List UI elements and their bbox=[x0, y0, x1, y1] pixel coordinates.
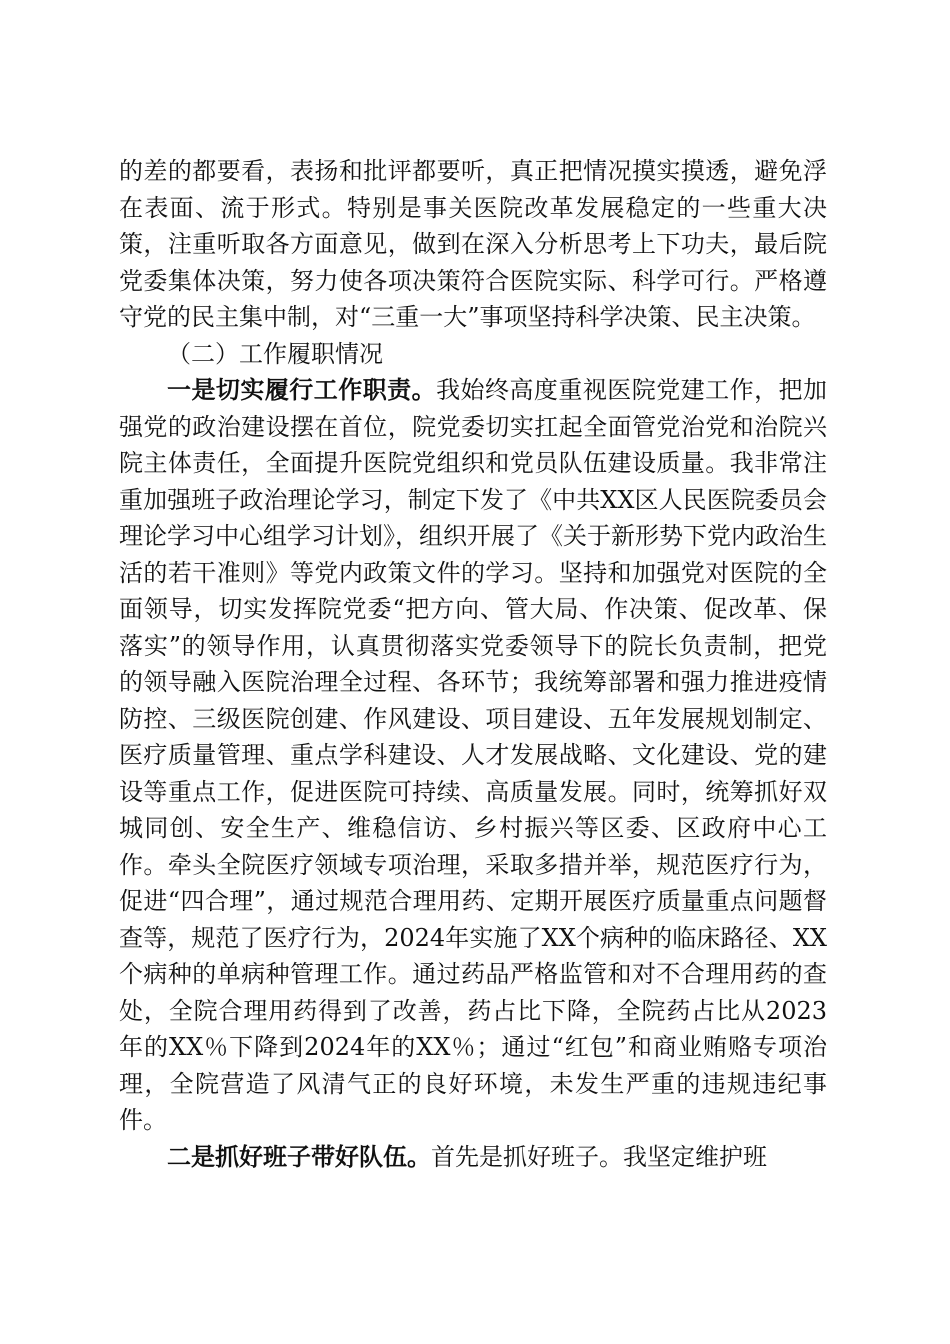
document-body bbox=[119, 153, 827, 1175]
item-one-lead: 一是切实履行工作职责。 bbox=[167, 375, 437, 404]
item-one-body: 我始终高度重视医院党建工作，把加强党的政治建设摆在首位，院党委切实扛起全面管党治党和治院兴院主体责任，全面提升医院党组织和党员队伍建设质量。我非常注重加强班子政治理论学习，制定下发了《中共XX区人民医院委员会理论学习中心组学习计划》，组织开展了《关于新形势下党内政治生活的若干准则》等党内政策文件的学习。坚持和加强党对医院的全面领导，切实发挥院党委“把方向、管大局、作决策、促改革、保落实”的领导作用，认真贯彻落实党委领导下的院长负责制，把党的领导融入医院治理全过程、各环节；我统筹部署和强力推进疫情防控、三级医院创建、作风建设、项目建设、五年发展规划制定、医疗质量管理、重点学科建设、人才发展战略、文化建设、党的建设等重点工作，促进医院可持续、高质量发展。同时，统筹抓好双城同创、安全生产、维稳信访、乡村振兴等区委、区政府中心工作。牵头全院医疗领域专项治理，采取多措并举，规范医疗行为，促进“四合理”，通过规范合理用药、定期开展医疗质量重点问题督查等，规范了医疗行为，2024年实施了XX个病种的临床路径、XX个病种的单病种管理工作。通过药品严格监管和对不合理用药的查处，全院合理用药得到了改善，药占比下降，全院药占比从2023年的XX％下降到2024年的XX％；通过“红包”和商业贿赂专项治理，全院营造了风清气正的良好环境，未发生严重的违规违纪事件。 bbox=[119, 376, 828, 1134]
paragraph-item-two bbox=[119, 1139, 827, 1176]
section-heading: （二）工作履职情况 bbox=[167, 339, 383, 368]
paragraph-item-one bbox=[119, 372, 827, 1139]
item-two-lead: 二是抓好班子带好队伍。 bbox=[167, 1141, 431, 1171]
paragraph-continued: 的差的都要看，表扬和批评都要听，真正把情况摸实摸透，避免浮在表面、流于形式。特别是事关医院改革发展稳定的一些重大决策，注重听取各方面意见，做到在深入分析思考上下功夫，最后院党委集体决策，努力使各项决策符合医院实际、科学可行。严格遵守党的民主集中制，对“三重一大”事项坚持科学决策、民主决策。 bbox=[119, 157, 827, 331]
item-two-body: 首先是抓好班子。我坚定维护班 bbox=[431, 1142, 767, 1171]
